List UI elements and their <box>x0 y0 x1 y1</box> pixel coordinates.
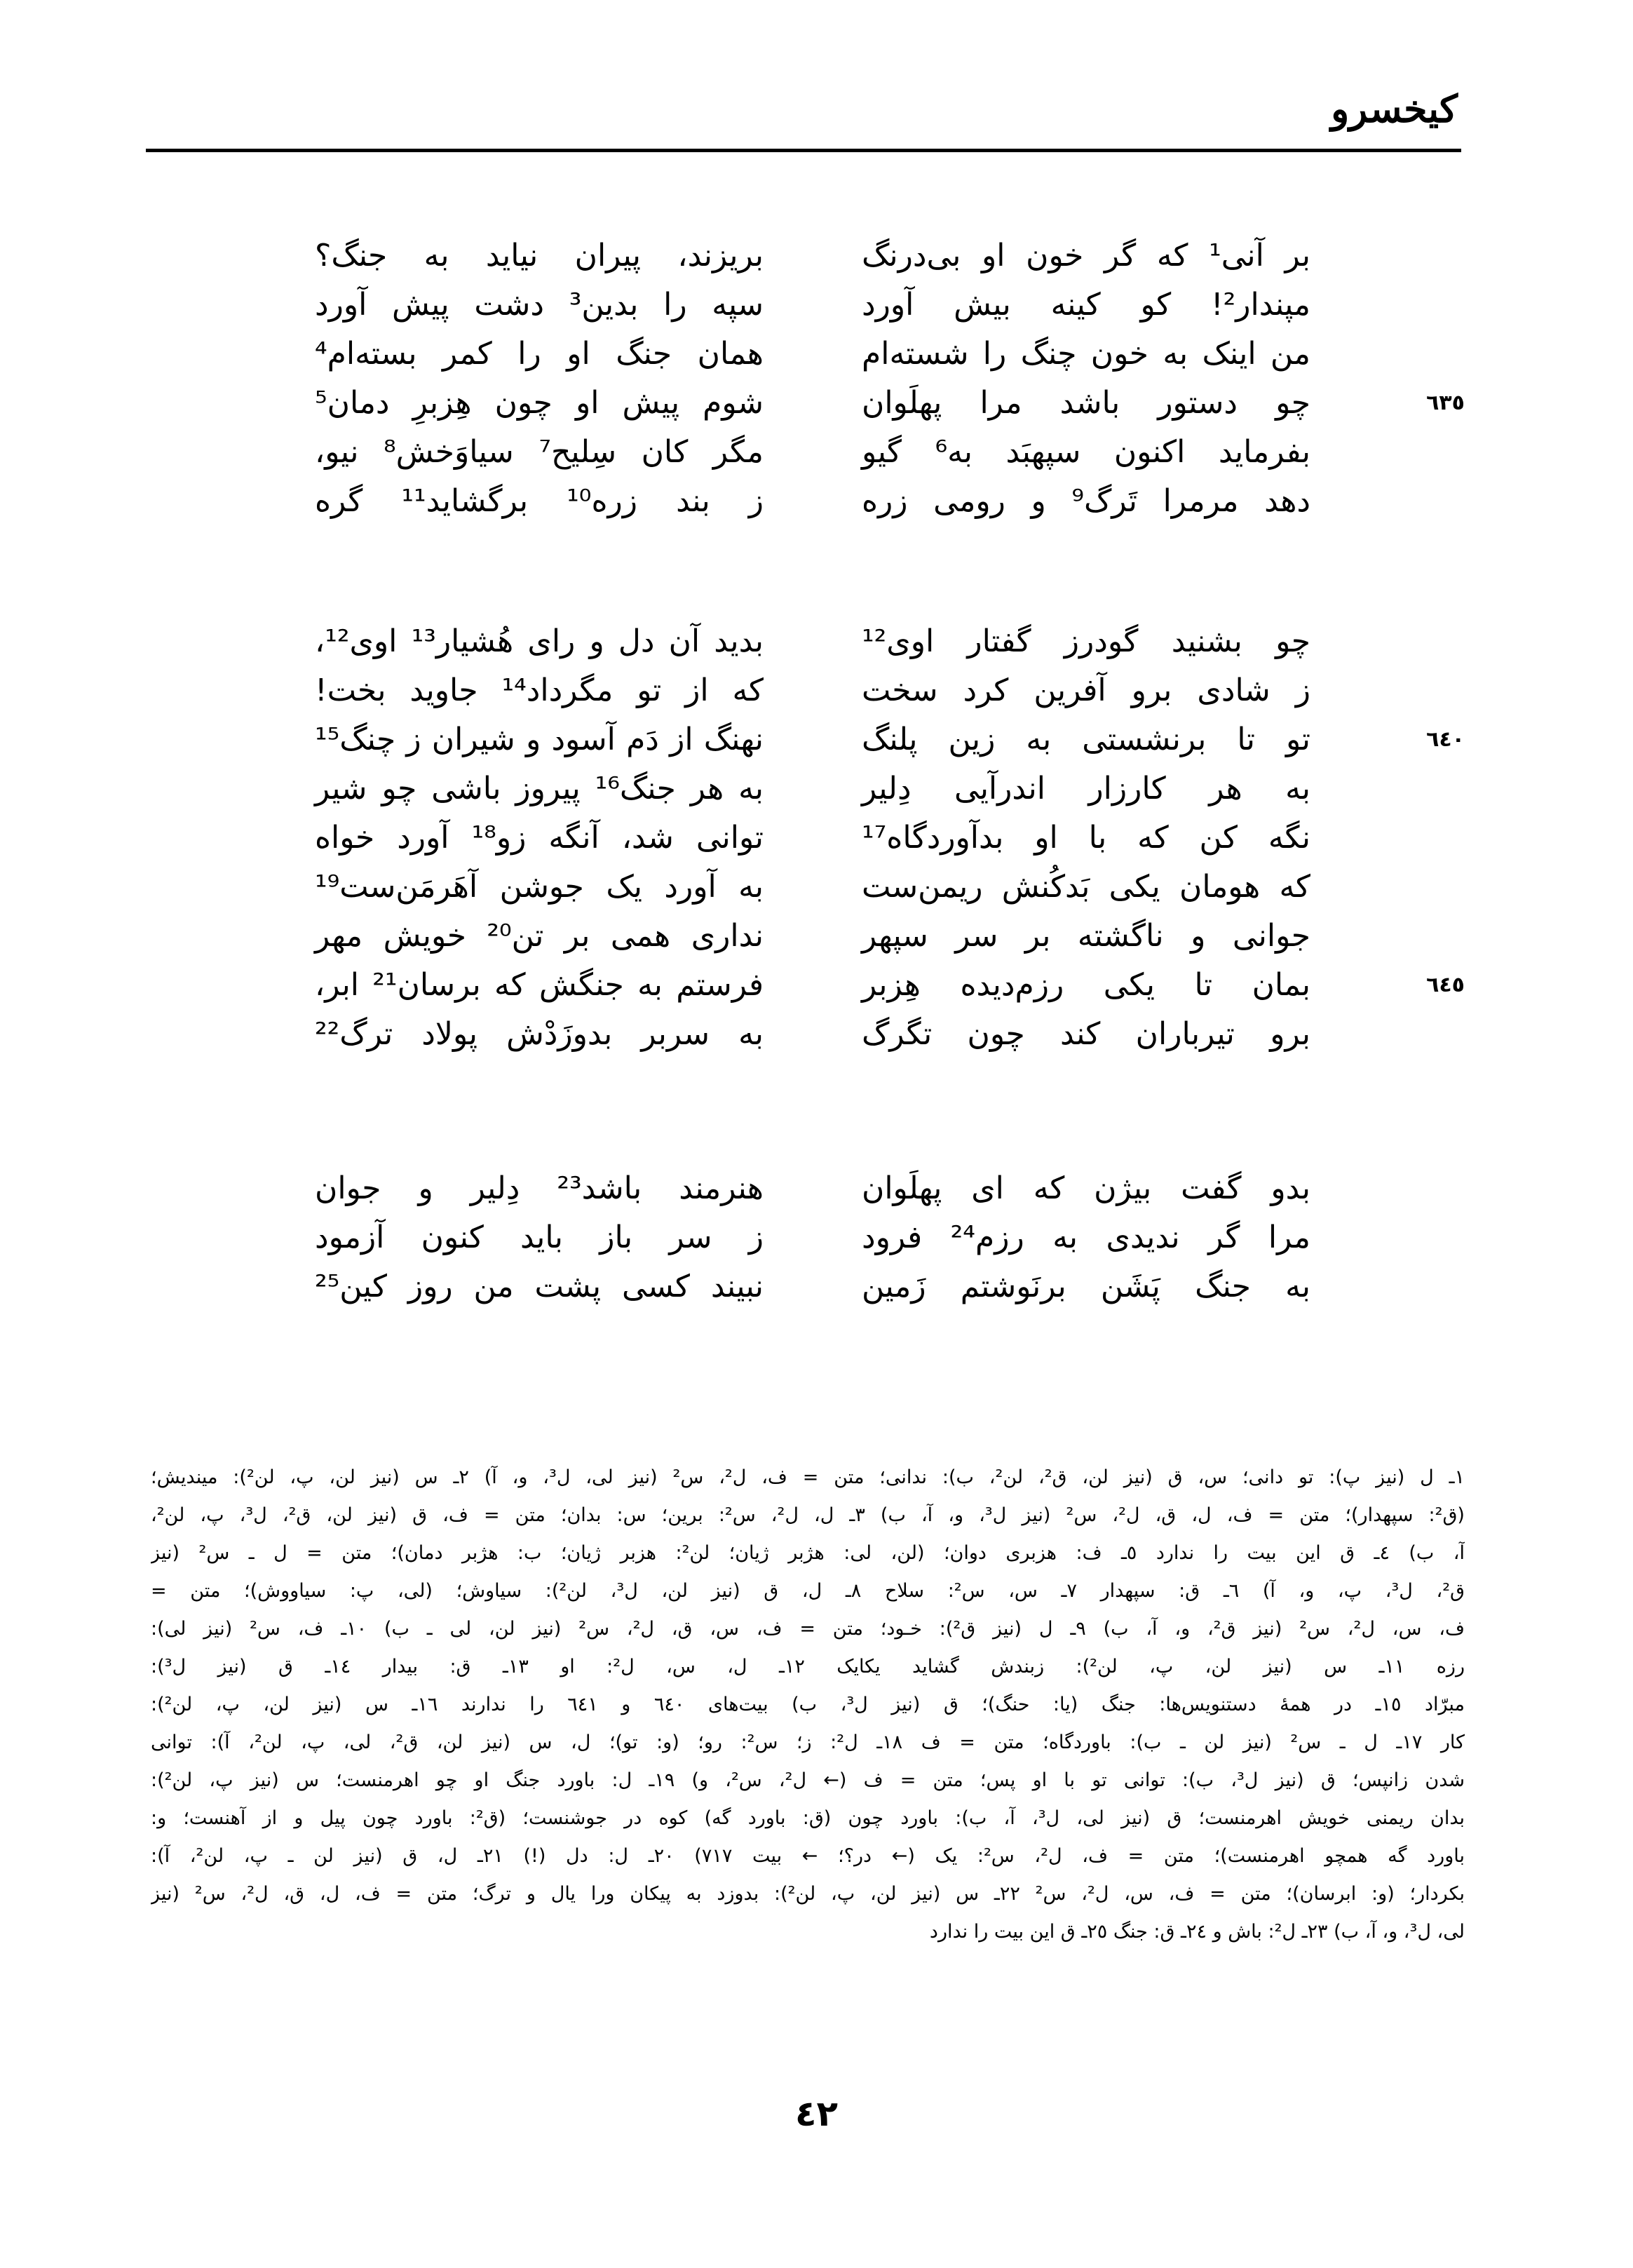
hemistich-first: چو بشنید گودرز گفتار اوی¹² <box>862 623 1310 659</box>
hemistich-second: مگر کان سِلیح⁷ سیاوَخش⁸ نیو، <box>315 434 764 470</box>
hemistich-first: دهد مرمرا تَرگ⁹ و رومی زره <box>862 483 1311 519</box>
hemistich-second: که از تو مگرداد¹⁴ جاوید بخت! <box>315 673 764 708</box>
hemistich-second: نهنگ از دَم آسود و شیران ز چنگ¹⁵ <box>315 722 764 757</box>
footnote-line: بدان ریمنی خویش اهرمنست؛ ق (نیز لی، ل³، آ، ب): باورد چون (ق: باورد گه) کوه در جوشنست؛ (ق²: باورد چون پیل و از آهنست؛ و: <box>151 1807 1465 1829</box>
hemistich-first: به جنگ پَشَن برنَوشتم زَمین <box>862 1269 1310 1304</box>
verse-row <box>0 477 1633 526</box>
hemistich-first: جوانی و ناگشته بر سر سپهر <box>862 918 1310 954</box>
hemistich-second: شوم پیش او چون هِزبرِ دمان⁵ <box>315 385 764 421</box>
verse-row <box>0 715 1633 764</box>
footnote-line: لی، ل³، و، آ، ب) ٢٣ـ ل²: باش و ٢٤ـ ق: جنگ ٢٥ـ ق این بیت را ندارد <box>929 1921 1465 1943</box>
verse-row <box>0 281 1633 330</box>
verse-row <box>0 1213 1633 1262</box>
verse-row <box>0 912 1633 961</box>
verse-row <box>0 961 1633 1010</box>
hemistich-first: بدو گفت بیژن که ای پهلَوان <box>862 1170 1310 1206</box>
hemistich-first: که هومان یکی بَدکُنش ریمن‌ست <box>862 869 1310 905</box>
verse-row <box>0 1010 1633 1059</box>
verse-row <box>0 1164 1633 1213</box>
hemistich-second: سپه را بدین³ دشت پیش آورد <box>315 287 764 323</box>
hemistich-second: ز سر باز باید کنون آزمود <box>315 1220 764 1255</box>
footnote-line: مبرّاد ١٥ـ در همهٔ دستنویس‌ها: جنگ (یا: حنگ)؛ ق (نیز ل³، ب) بیت‌های ٦٤٠ و ٦٤١ را ندارند ١٦ـ س (نیز لن، پ، لن²): <box>151 1694 1465 1715</box>
footnote-line: شدن زانپس؛ ق (نیز ل³، ب): توانی تو با او پس؛ متن = ف (← ل²، س²، و) ١٩ـ ل: باورد جنگ او چو اهرمنست؛ س (نیز پ، لن²): <box>151 1769 1465 1791</box>
hemistich-second: هنرمند باشد²³ دِلیر و جوان <box>315 1170 764 1206</box>
verse-row <box>0 863 1633 912</box>
verse-row <box>0 379 1633 428</box>
hemistich-first: ز شادی برو آفرین کرد سخت <box>862 673 1310 708</box>
verse-row <box>0 666 1633 715</box>
hemistich-first: مپندار²! کو کینه بیش آورد <box>862 287 1310 323</box>
hemistich-first: بر آنی¹ که گر خون او بی‌درنگ <box>862 238 1311 274</box>
verse-row <box>0 764 1633 814</box>
footnote-line: آ، ب) ٤ـ ق این بیت را ندارد ٥ـ ف: هزبری دوان؛ (لن، لی: هژبر ژیان؛ لن²: هزبر ژیان؛ ب: هژبر دمان)؛ متن = ل ـ س² (نیز <box>151 1542 1465 1564</box>
hemistich-second: توانی شد، آنگه زو¹⁸ آورد خواه <box>315 820 764 856</box>
footnotes <box>151 1459 1465 1951</box>
hemistich-first: برو تیرباران کند چون تگرگ <box>862 1016 1310 1052</box>
hemistich-second: همان جنگ او را کمر بسته‌ام⁴ <box>315 336 764 372</box>
hemistich-second: بدید آن دل و رای هُشیار¹³ اوی¹²، <box>315 623 764 659</box>
hemistich-first: تو تا برنشستی به زین پلنگ <box>862 722 1310 757</box>
verse-row <box>0 330 1633 379</box>
hemistich-second: به آورد یک جوشن آهَرمَن‌ست¹⁹ <box>315 869 764 905</box>
footnote-line: بکردار؛ (و: ابرسان)؛ متن = ف، س، ل²، س² ٢٢ـ س (نیز لن، پ، لن²): بدوزد به پیکان ورا یال و ترگ؛ متن = ف، ل، ق، ل²، س² (نیز <box>151 1883 1465 1905</box>
hemistich-first: بمان تا یکی رزم‌دیده هِزبر <box>862 967 1310 1003</box>
page-number: ٤٢ <box>794 2093 839 2134</box>
verse-row <box>0 428 1633 477</box>
verse-number: ٦٤٠ <box>1426 727 1465 752</box>
footnote-line: ف، س، ل²، س² (نیز ق²، و، آ، ب) ٩ـ ل (نیز ق²): خـود؛ متن = ف، س، ق، ل²، س² (نیز لن، لی ـ ب) ١٠ـ ف، س² (نیز لی): <box>151 1618 1465 1640</box>
footnote-line: ١ـ ل (نیز پ): تو دانی؛ س، ق (نیز لن، ق²، لن²، ب): ندانی؛ متن = ف، ل²، س² (نیز لی، ل³، و، آ) ٢ـ س (نیز لن، پ، لن²): میندیش؛ <box>151 1466 1465 1488</box>
verse-number: ٦٣٥ <box>1426 391 1465 415</box>
hemistich-second: نداری همی بر تن²⁰ خویش مهر <box>315 918 764 954</box>
hemistich-first: بفرماید اکنون سپهبَد به⁶ گیو <box>862 434 1310 470</box>
verse-row <box>0 814 1633 863</box>
hemistich-first: چو دستور باشد مرا پهلَوان <box>862 385 1310 421</box>
running-title: کیخسرو <box>1331 86 1458 131</box>
footnote-line: کار ١٧ـ ل ـ س² (نیز لن ـ ب): باوردگاه؛ متن = ف ١٨ـ ل²: ز؛ س²: رو؛ (و: تو)؛ ل، س (نیز لن، ق²، لی، پ، لن²، آ): توانی <box>151 1732 1465 1753</box>
footnote-line: (ق²: سپهدار)؛ متن = ف، ل، ق، ل²، س² (نیز ل³، و، آ، ب) ٣ـ ل، ل²، س²: برین؛ س: بدان؛ متن = ف، ق (نیز لن، ق²، ل³، پ، لن²، <box>151 1504 1465 1526</box>
hemistich-second: فرستم به جنگش که برسان²¹ ابر، <box>315 967 764 1003</box>
hemistich-second: به سربر بدوزَدْش پولاد ترگ²² <box>315 1016 764 1052</box>
hemistich-second: به هر جنگ¹⁶ پیروز باشی چو شیر <box>315 771 764 806</box>
verse-row <box>0 1262 1633 1311</box>
footnote-line: باورد گه همچو اهرمنست)؛ متن = ف، ل²، س²: یک (← در؟؛ ← بیت ٧١٧) ٢٠ـ ل: دل (!) ٢١ـ ل، ق (نیز لن ـ پ، لن²، آ): <box>151 1845 1465 1867</box>
verse-row <box>0 231 1633 281</box>
hemistich-second: بریزند، پیران نیاید به جنگ؟ <box>315 238 764 274</box>
verse-row <box>0 617 1633 666</box>
hemistich-first: به هر کارزار اندرآیی دِلیر <box>862 771 1310 806</box>
verse-number: ٦٤٥ <box>1426 973 1465 997</box>
footnote-line: رزه ١١ـ س (نیز لن، پ، لن²): زبندش گشاید یکایک ١٢ـ ل، س، ل²: او ١٣ـ ق: بیدار ١٤ـ ق (نیز ل³): <box>151 1656 1465 1678</box>
hemistich-second: ز بند زره¹⁰ برگشاید¹¹ گره <box>315 483 764 519</box>
hemistich-first: نگه کن که با او بدآوردگاه¹⁷ <box>862 820 1310 856</box>
hemistich-first: مرا گر ندیدی به رزم²⁴ فرود <box>862 1220 1311 1255</box>
header-rule <box>146 149 1461 152</box>
hemistich-first: من اینک به خون چنگ را شسته‌ام <box>862 336 1310 372</box>
hemistich-second: نبیند کسی پشت من روز کین²⁵ <box>315 1269 764 1304</box>
footnote-line: ق²، ل³، پ، و، آ) ٦ـ ق: سپهدار ٧ـ س، س²: سلاح ٨ـ ل، ق (نیز لن، ل³، لن²): سیاوش؛ (لی، پ: سیاووش)؛ متن = <box>151 1580 1465 1602</box>
